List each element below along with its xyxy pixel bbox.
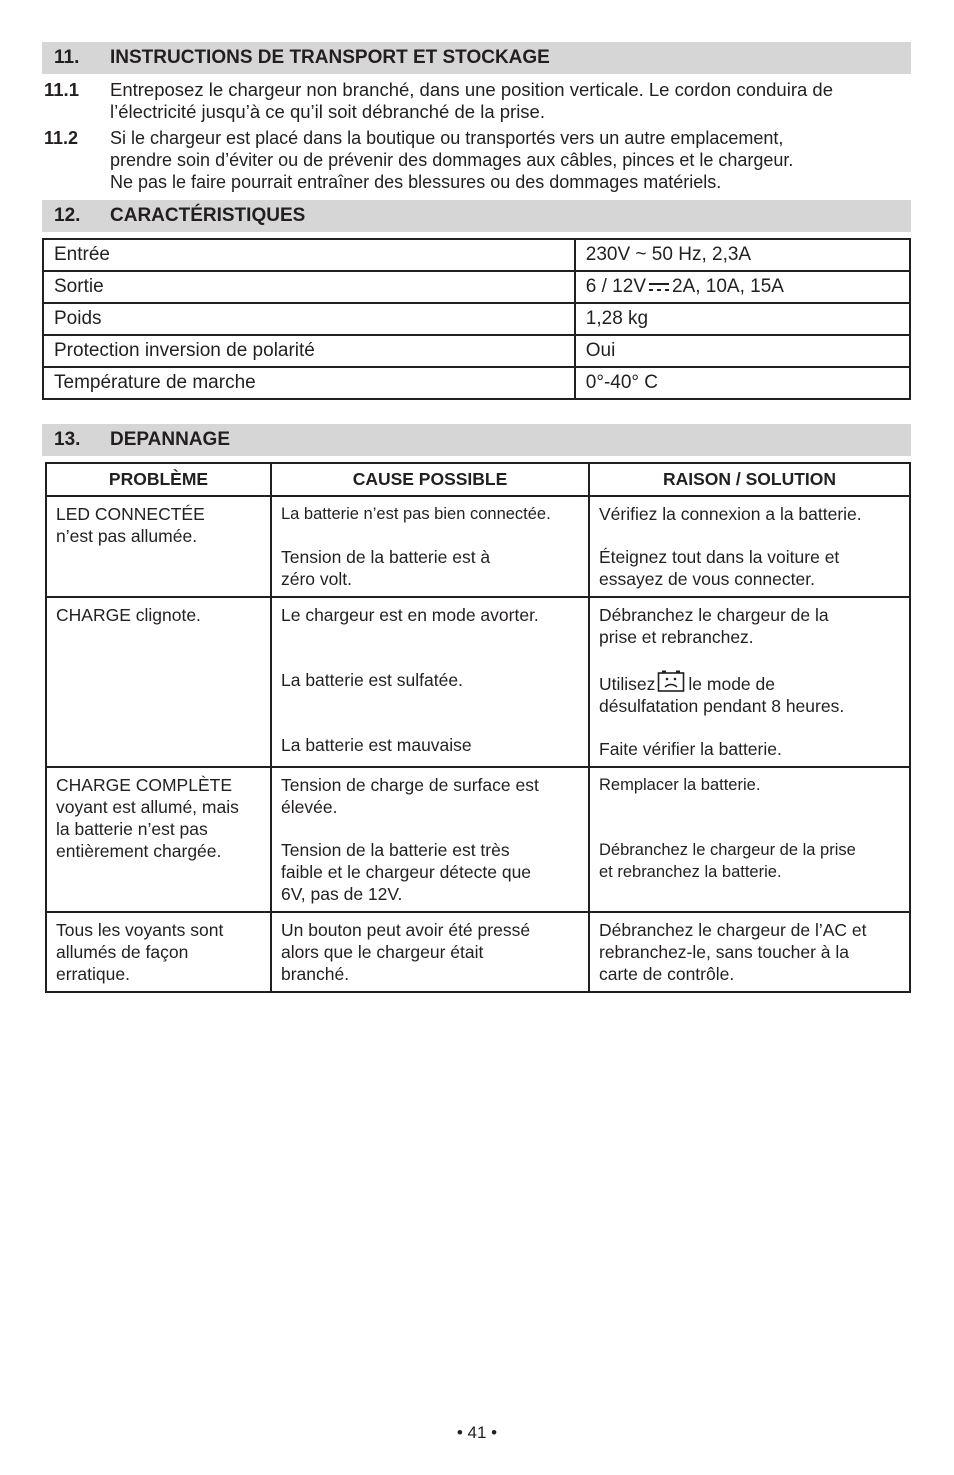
text-line: Tension de la batterie est très xyxy=(281,840,510,860)
text-line: Éteignez tout dans la voiture et xyxy=(599,547,840,567)
text-line: Tension de la batterie est à xyxy=(281,547,491,567)
instruction-item xyxy=(42,79,912,123)
text-line: La batterie est sulfatée. xyxy=(281,670,463,690)
table-row xyxy=(43,335,910,367)
text-line: l’électricité jusqu’à ce qu’il soit débranché de la prise. xyxy=(110,101,545,122)
table-row xyxy=(46,767,910,912)
spec-label: Protection inversion de polarité xyxy=(43,335,575,367)
cause-entry xyxy=(281,604,580,626)
desulfation-battery-icon xyxy=(657,669,685,693)
solution-cell xyxy=(589,767,910,912)
troubleshooting-table xyxy=(45,462,911,993)
spec-label: Température de marche xyxy=(43,367,575,399)
section-title: CARACTÉRISTIQUES xyxy=(110,205,306,226)
cause-cell xyxy=(271,912,589,992)
text-line: La batterie est mauvaise xyxy=(281,735,472,755)
text-line xyxy=(599,669,901,695)
instruction-item xyxy=(42,127,912,193)
text-line: Débranchez le chargeur de la prise xyxy=(599,841,856,859)
text-line: branché. xyxy=(281,964,350,984)
text-line: Remplacer la batterie. xyxy=(599,776,761,794)
spec-value-part: 6 / 12V xyxy=(585,276,646,297)
spec-value: Oui xyxy=(575,335,910,367)
section-number: 12. xyxy=(54,205,81,226)
text-line: LED CONNECTÉE xyxy=(56,504,205,524)
text-line: la batterie n’est pas xyxy=(56,819,208,839)
solution-cell xyxy=(589,912,910,992)
text-line: voyant est allumé, mais xyxy=(56,797,239,817)
table-row xyxy=(43,367,910,399)
cause-entry xyxy=(281,546,580,590)
text-line: entièrement chargée. xyxy=(56,841,222,861)
spec-value: 230V ~ 50 Hz, 2,3A xyxy=(575,239,910,271)
cause-cell xyxy=(271,597,589,767)
text-line: carte de contrôle. xyxy=(599,964,735,984)
text-line: Un bouton peut avoir été pressé xyxy=(281,920,531,940)
text-line: Si le chargeur est placé dans la boutique ou transportés vers un autre emplacement, xyxy=(110,128,784,148)
text-line: n’est pas allumée. xyxy=(56,526,198,546)
table-row xyxy=(46,597,910,767)
section-12-header xyxy=(42,200,911,232)
dc-current-icon xyxy=(648,281,670,293)
cause-entry xyxy=(281,774,580,818)
table-row xyxy=(46,912,910,992)
text-line: rebranchez-le, sans toucher à la xyxy=(599,942,849,962)
spec-value-part: 2A, 10A, 15A xyxy=(672,276,784,297)
text-line: Ne pas le faire pourrait entraîner des blessures ou des dommages matériels. xyxy=(110,172,722,192)
text-line: Tous les voyants sont xyxy=(56,920,224,940)
table-row xyxy=(46,496,910,597)
solution-entry xyxy=(599,669,901,717)
problem-cell xyxy=(46,767,271,912)
text-line: élevée. xyxy=(281,797,338,817)
text-line: alors que le chargeur était xyxy=(281,942,484,962)
text-fragment: Utilisez xyxy=(599,674,656,694)
item-text xyxy=(110,127,912,193)
solution-cell xyxy=(589,496,910,597)
text-line: erratique. xyxy=(56,964,130,984)
text-line: prise et rebranchez. xyxy=(599,627,754,647)
text-line: allumés de façon xyxy=(56,942,189,962)
text-line: et rebranchez la batterie. xyxy=(599,863,782,881)
section-title: DEPANNAGE xyxy=(110,429,230,450)
text-line: zéro volt. xyxy=(281,569,352,589)
specifications-table xyxy=(42,238,911,400)
spec-value xyxy=(575,271,910,303)
text-line: Débranchez le chargeur de la xyxy=(599,605,829,625)
section-title: INSTRUCTIONS DE TRANSPORT ET STOCKAGE xyxy=(110,47,550,68)
cause-cell xyxy=(271,767,589,912)
solution-entry xyxy=(599,774,901,796)
spec-label: Poids xyxy=(43,303,575,335)
table-header-row xyxy=(46,463,910,496)
solution-entry xyxy=(599,839,901,883)
item-text xyxy=(110,79,912,123)
problem-cell xyxy=(46,597,271,767)
text-line: Le chargeur est en mode avorter. xyxy=(281,605,539,625)
cause-entry xyxy=(281,503,580,525)
section-number: 11. xyxy=(54,47,80,68)
cause-cell xyxy=(271,496,589,597)
text-line: prendre soin d’éviter ou de prévenir des dommages aux câbles, pinces et le chargeur. xyxy=(110,150,794,170)
column-header: RAISON / SOLUTION xyxy=(589,463,910,496)
text-line: 6V, pas de 12V. xyxy=(281,884,403,904)
section-13-header xyxy=(42,424,911,456)
text-line: La batterie n’est pas bien connectée. xyxy=(281,505,551,523)
text-line: essayez de vous connecter. xyxy=(599,569,815,589)
solution-entry xyxy=(599,503,901,525)
spec-label: Entrée xyxy=(43,239,575,271)
text-line: Débranchez le chargeur de l’AC et xyxy=(599,920,867,940)
cause-entry xyxy=(281,839,580,905)
text-line: Tension de charge de surface est xyxy=(281,775,539,795)
item-number: 11.2 xyxy=(44,128,79,148)
solution-entry xyxy=(599,738,901,760)
spec-label: Sortie xyxy=(43,271,575,303)
solution-cell xyxy=(589,597,910,767)
solution-entry xyxy=(599,604,901,648)
column-header: CAUSE POSSIBLE xyxy=(271,463,589,496)
column-header: PROBLÈME xyxy=(46,463,271,496)
spec-value: 0°-40° C xyxy=(575,367,910,399)
table-row xyxy=(43,271,910,303)
problem-cell xyxy=(46,912,271,992)
text-fragment: le mode de xyxy=(688,674,775,694)
section-11-header xyxy=(42,42,911,74)
page-number: • 41 • xyxy=(456,1423,498,1442)
table-row xyxy=(43,303,910,335)
section-number: 13. xyxy=(54,429,81,450)
spec-value: 1,28 kg xyxy=(575,303,910,335)
cause-entry xyxy=(281,734,580,756)
text-line: CHARGE COMPLÈTE xyxy=(56,775,232,795)
text-line: Faite vérifier la batterie. xyxy=(599,739,782,759)
text-line: désulfatation pendant 8 heures. xyxy=(599,696,845,716)
table-row xyxy=(43,239,910,271)
text-line: faible et le chargeur détecte que xyxy=(281,862,532,882)
problem-cell xyxy=(46,496,271,597)
text-line: CHARGE clignote. xyxy=(56,605,201,625)
solution-entry xyxy=(599,546,901,590)
item-number: 11.1 xyxy=(44,79,79,100)
text-line: Entreposez le chargeur non branché, dans une position verticale. Le cordon conduira de xyxy=(110,79,833,100)
text-line: Vérifiez la connexion a la batterie. xyxy=(599,504,862,524)
cause-entry xyxy=(281,669,580,691)
